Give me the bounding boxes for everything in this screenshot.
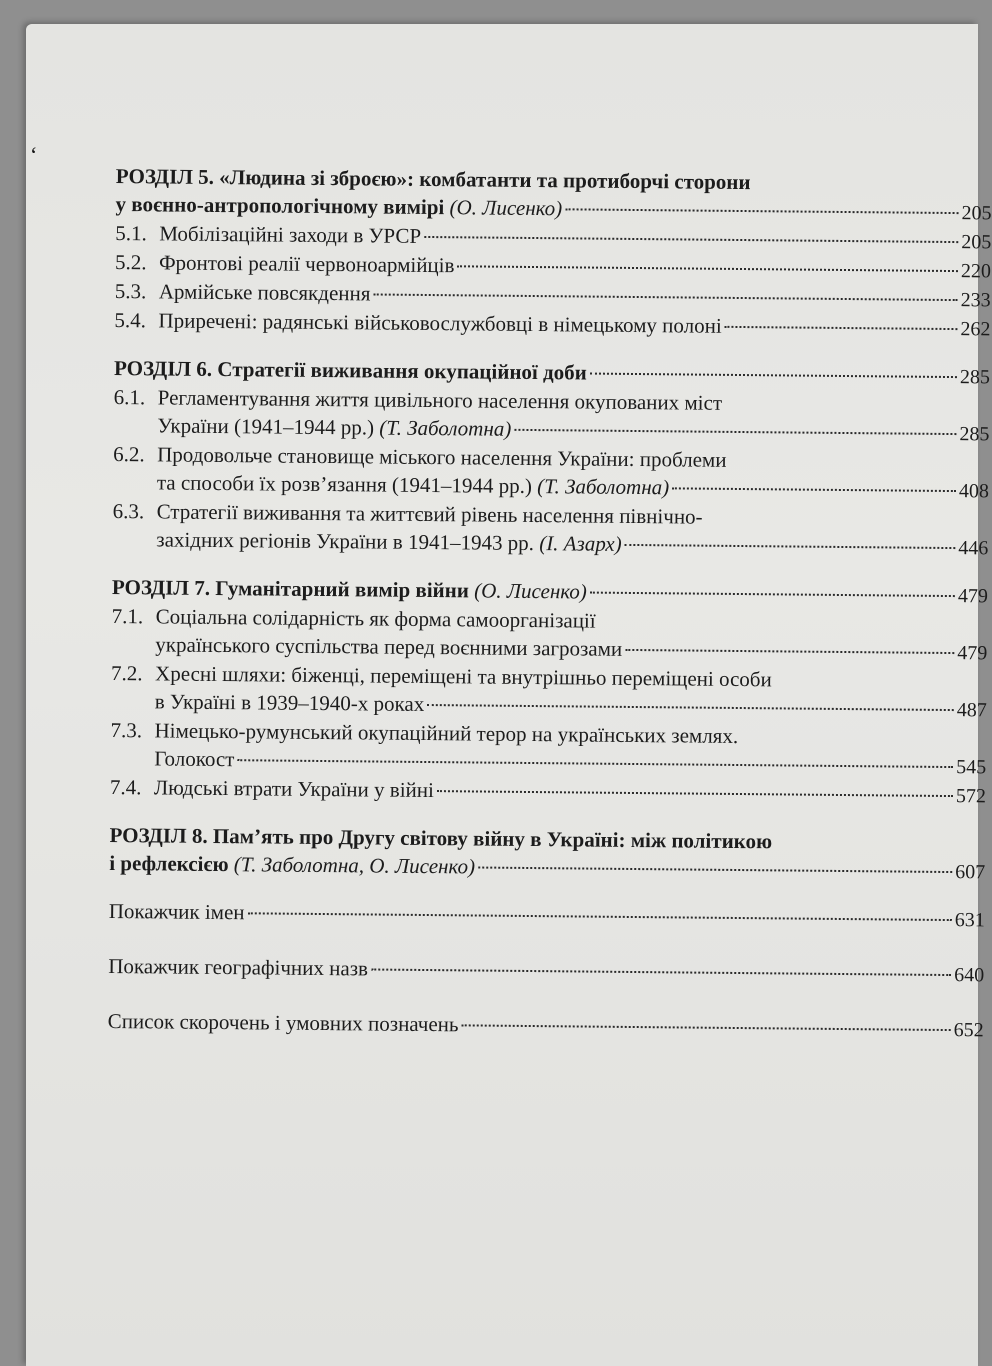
dot-leader — [725, 326, 958, 330]
entry-number: 5.4. — [114, 307, 147, 333]
entry-title-line2: України (1941–1944 рр.) — [157, 413, 375, 440]
dot-leader — [672, 487, 956, 492]
entry-title: Армійське повсякдення — [158, 279, 371, 306]
entry-number: 5.2. — [114, 249, 147, 275]
entry-page: 446 — [958, 537, 989, 560]
section-5-author: (О. Лисенко) — [449, 195, 563, 221]
entry-page: 220 — [960, 260, 992, 283]
section-8 — [109, 821, 986, 886]
entry-page: 233 — [960, 289, 991, 312]
toc-entry-6-1 — [113, 383, 990, 448]
entry-number: 5.1. — [115, 220, 147, 246]
entry-title-line1: Продовольче становище міського населення України: проблеми — [157, 442, 727, 472]
toc-entry-7-3 — [110, 716, 987, 781]
entry-title: Людські втрати України у війні — [153, 775, 435, 803]
entry-author: (Т. Заболотна) — [537, 474, 670, 500]
entry-number: 6.1. — [113, 384, 146, 410]
dot-leader — [514, 429, 956, 435]
toc-abbreviations — [108, 1007, 984, 1044]
toc-index-names — [109, 897, 985, 934]
section-6-title: РОЗДІЛ 6. Стратегії виживання окупаційної доби — [113, 355, 587, 385]
section-7-page: 479 — [957, 585, 988, 608]
dot-leader — [457, 265, 958, 272]
section-5-heading — [115, 162, 992, 227]
entry-title-line2: українського суспільства перед воєнними загрозами — [155, 632, 623, 661]
section-6-page: 285 — [959, 366, 991, 389]
dot-leader — [373, 293, 957, 301]
toc-entry-7-2 — [111, 659, 988, 724]
entry-number: 7.1. — [111, 603, 144, 629]
entry-page: 408 — [958, 480, 989, 503]
dot-leader — [625, 649, 954, 654]
entry-title-line2: в Україні в 1939–1940-х роках — [154, 689, 425, 716]
table-of-contents — [107, 162, 992, 1070]
entry-page: 479 — [957, 642, 988, 665]
entry-page: 572 — [955, 785, 987, 808]
toc-entry-6-2 — [113, 440, 990, 505]
dot-leader — [427, 704, 954, 711]
entry-title: Покажчик імен — [108, 898, 245, 925]
entry-page: 487 — [956, 699, 987, 722]
entry-number: 6.2. — [113, 441, 145, 467]
section-7-title: РОЗДІЛ 7. Гуманітарний вимір війни — [111, 574, 470, 603]
section-7-author: (О. Лисенко) — [474, 578, 587, 604]
entry-number: 7.4. — [109, 774, 142, 800]
dot-leader — [371, 968, 951, 976]
entry-title-line2: західних регіонів України в 1941–1943 рр. — [156, 527, 535, 556]
entry-page: 640 — [954, 964, 985, 987]
book-page — [26, 24, 992, 1366]
section-5 — [114, 162, 992, 343]
section-5-title-line1: РОЗДІЛ 5. «Людина зі зброєю»: комбатанти та протиборчі сторони — [115, 163, 751, 195]
entry-title-line1: Регламентування життя цивільного населення окупованих міст — [157, 385, 723, 415]
dot-leader — [625, 544, 956, 549]
dot-leader — [590, 373, 957, 379]
dot-leader — [565, 208, 958, 214]
dot-leader — [462, 1024, 951, 1031]
entry-number: 6.3. — [112, 498, 145, 524]
section-8-page: 607 — [955, 861, 986, 884]
entry-title: Мобілізаційні заходи в УРСР — [159, 221, 422, 248]
section-8-title-line1: РОЗДІЛ 8. Пам’ять про Другу світову війну в Україні: між політикою — [109, 822, 773, 854]
toc-entry-7-1 — [111, 602, 988, 667]
entry-page: 545 — [956, 756, 987, 779]
entry-number: 7.2. — [110, 660, 143, 686]
dot-leader — [590, 592, 955, 598]
edge-mark: ʻ — [30, 142, 38, 167]
dot-leader — [248, 912, 952, 921]
dot-leader — [478, 867, 952, 874]
entry-title-line1: Хресні шляхи: біженці, переміщені та внутрішньо переміщені особи — [154, 661, 772, 692]
dot-leader — [237, 759, 953, 768]
entry-author: (Т. Заболотна) — [379, 415, 512, 441]
entry-page: 631 — [954, 909, 985, 932]
entry-page: 205 — [961, 231, 992, 254]
entry-title-line1: Німецько-румунський окупаційний терор на українських землях. — [154, 718, 739, 748]
dot-leader — [424, 236, 958, 243]
entry-page: 285 — [959, 423, 990, 446]
toc-index-geo — [108, 952, 984, 989]
section-6 — [112, 354, 990, 562]
dot-leader — [437, 790, 953, 797]
entry-title: Фронтові реалії червоноармійців — [158, 250, 455, 278]
entry-title: Список скорочень і умовних позначень — [107, 1008, 459, 1037]
section-8-heading — [109, 821, 986, 886]
section-8-author: (Т. Заболотна, О. Лисенко) — [233, 852, 476, 879]
section-5-title-line2: у воєнно-антропологічному вимірі — [115, 191, 445, 220]
section-8-title-line2: і рефлексією — [109, 850, 229, 877]
entry-title-line1: Стратегії виживання та життєвий рівень населення північно- — [156, 499, 703, 529]
entry-number: 5.3. — [114, 278, 147, 304]
entry-title-line1: Соціальна солідарність як форма самоорганізації — [155, 604, 596, 633]
entry-title-line2: Голокост — [154, 746, 235, 772]
toc-entry-6-3 — [112, 497, 989, 562]
section-7 — [110, 573, 988, 810]
entry-title: Приречені: радянські військовослужбовці в німецькому полоні — [158, 308, 722, 338]
entry-title: Покажчик географічних назв — [108, 953, 369, 981]
entry-page: 262 — [960, 318, 991, 341]
entry-number: 7.3. — [110, 717, 143, 743]
section-5-page: 205 — [961, 202, 992, 225]
entry-page: 652 — [953, 1019, 984, 1042]
entry-author: (І. Азарх) — [539, 531, 622, 556]
entry-title-line2: та способи їх розв’язання (1941–1944 рр.) — [156, 470, 533, 499]
